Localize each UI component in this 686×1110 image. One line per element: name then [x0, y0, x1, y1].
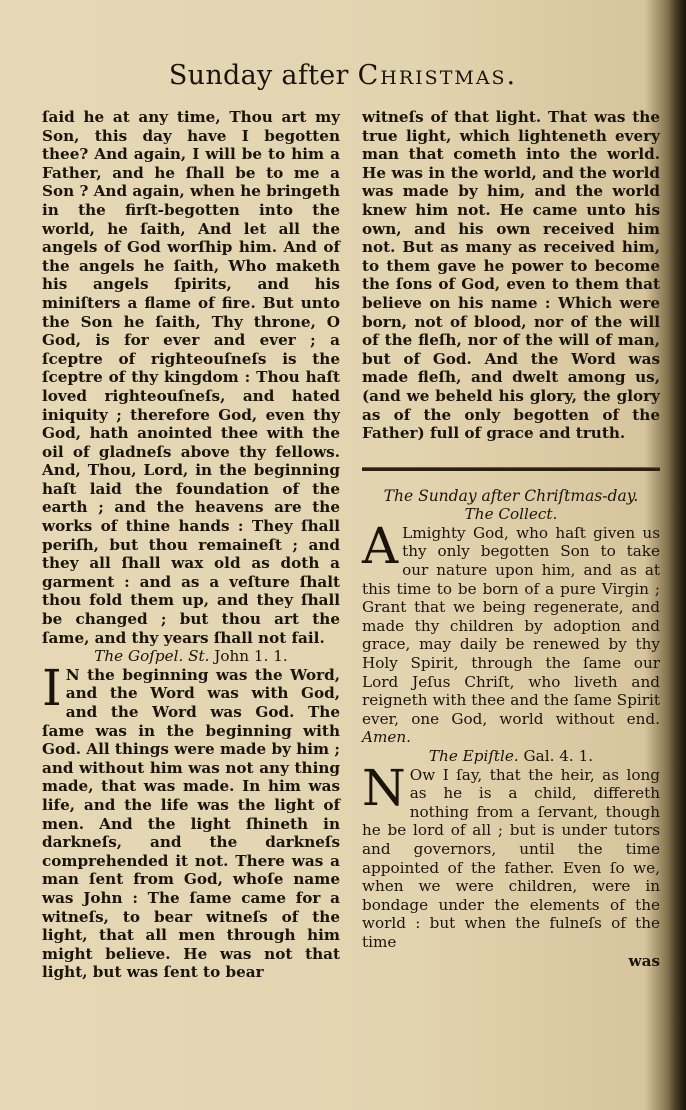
right-column	[362, 108, 660, 970]
collect-text: Lmighty God, who haſt given us thy only begotten Son to take our nature upon him, and as at this time to be born of a pure Virgin ; Grant that we being regenerate, and made thy children by adoption and grace, may daily be renewed by thy Holy Spirit, through the ſame our Lord Jeſus Chriſt, who liveth and reigneth with thee and the ſame Spirit ever, one God, world without end.	[362, 523, 660, 728]
epistle-heading-label: The Epiſtle.	[428, 747, 519, 765]
collect-paragraph	[362, 516, 660, 747]
right-continued-text: witneſs of that light. That was the true light, which lighteneth every man that cometh into the world. He was in the world, and the world was made by him, and the world knew him not. He came unto his own, and his own received him not. But as many as received him, to them gave he power to become the ſons of God, even to them that believe on his name : Which were born, not of blood, nor of the will of the fleſh, nor of the will of man, but of God. And the Word was made fleſh, and dwelt among us, (and we beheld his glory, the glory as of the only begotten of the Father) full of grace and truth.	[362, 108, 660, 443]
epistle-heading	[362, 747, 660, 766]
collect-amen: Amen.	[362, 728, 411, 747]
epistle-paragraph	[362, 758, 660, 952]
gospel-reference: John 1. 1.	[214, 647, 288, 666]
collect-drop-cap: A	[362, 516, 399, 575]
running-head-word: Sunday after	[168, 60, 349, 91]
gospel-paragraph	[42, 658, 340, 982]
catchword: was	[628, 951, 660, 970]
section-rule	[362, 467, 660, 471]
left-continued-text: ſaid he at any time, Thou art my Son, this day have I begotten thee? And again, I will be to him a Father, and he ſhall be to me a Son ? And again, when he bringeth in the firſt-begotten into the world, he ſaith, And let all the angels of God worſhip him. And of the angels he ſaith, Who maketh his angels ſpirits, and his miniſters a flame of fire. But unto the Son he ſaith, Thy throne, O God, is for ever and ever ; a ſceptre of righteouſneſs is the ſceptre of thy kingdom : Thou haſt loved righteouſneſs, and hated iniquity ; therefore God, even thy God, hath anointed thee with the oil of gladneſs above thy fellows. And, Thou, Lord, in the beginning haſt laid the foundation of the earth ; and the heavens are the works of thine hands : They ſhall periſh, but thou remaineſt ; and they all ſhall wax old as doth a garment : and as a veſture ſhalt thou fold them up, and they ſhall be changed ; but thou art the ſame, and thy years ſhall not fail.	[42, 108, 340, 647]
running-head-caps: Christmas.	[357, 60, 518, 91]
left-column	[42, 108, 340, 982]
gospel-text: N the beginning was the Word, and the Word was with God, and the Word was God. The ſame was in the beginning with God. All things were made by him ; and without him was not any thing made, that was made. In him was life, and the life was the light of men. And the light ſhineth in darkneſs, and the darkneſs comprehended it not. There was a man ſent from God, whoſe name was John : The ſame came for a witneſs, to bear witneſs of the light, that all men through him might believe. He was not that light, but was ſent to bear	[42, 665, 340, 982]
epistle-text: Ow I ſay, that the heir, as long as he is a child, differeth nothing from a ſervant, though he be lord of all ; but is under tutors and governors, until the time appointed of the father. Even ſo we, when we were children, were in bondage under the elements of the world : but when the fulneſs of the time	[362, 765, 660, 951]
collect-heading: The Collect.	[464, 505, 558, 524]
gospel-heading	[42, 647, 340, 666]
gospel-drop-cap: I	[42, 658, 62, 717]
running-head	[0, 60, 686, 91]
page-binding-edge	[668, 0, 686, 1110]
epistle-drop-cap: N	[362, 758, 406, 817]
sunday-title: The Sunday after Chriſtmas-day.	[383, 486, 639, 505]
epistle-reference: Gal. 4. 1.	[523, 747, 594, 765]
gospel-heading-label: The Goſpel. St.	[94, 647, 210, 666]
